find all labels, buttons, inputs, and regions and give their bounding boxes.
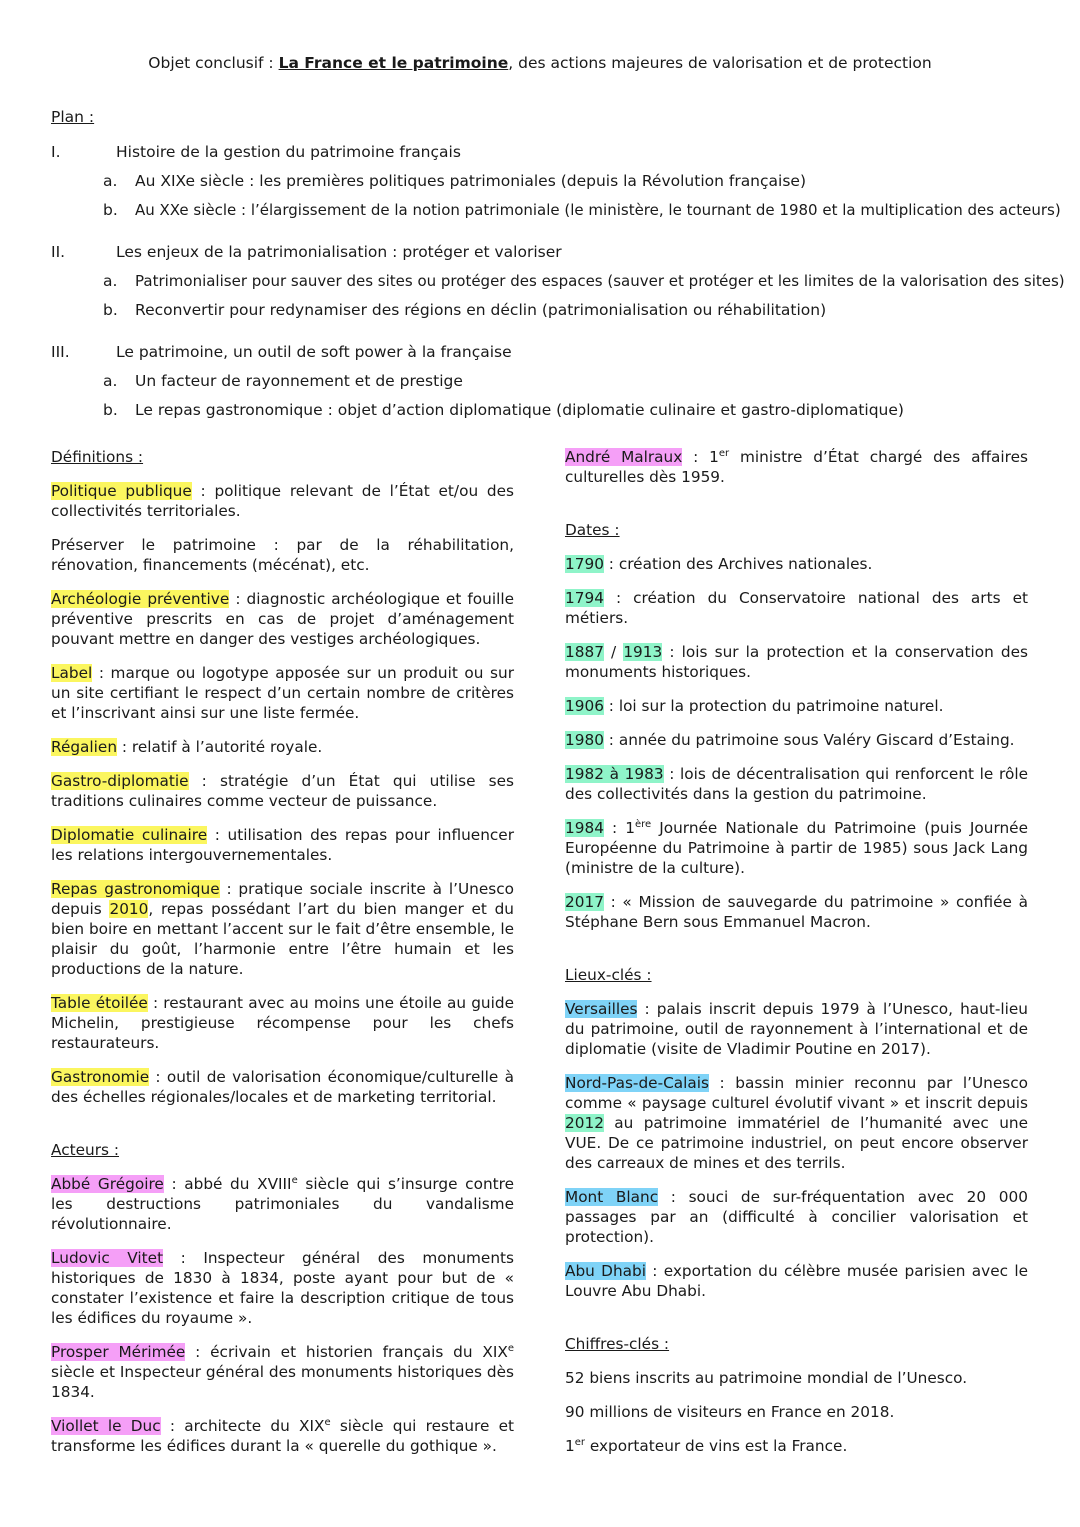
actors-header: Acteurs :: [51, 1141, 119, 1159]
definition-item: Gastronomie : outil de valorisation économique/culturelle à des échelles régionales/locales et de marketing territorial.: [51, 1068, 514, 1106]
date-value: 1906: [565, 697, 604, 715]
date-item: 1982 à 1983 : lois de décentralisation qui renforcent le rôle des collectivités dans la gestion du patrimoine.: [565, 765, 1028, 803]
date-value: 2017: [565, 893, 604, 911]
document-page: Objet conclusif : La France et le patrimoine, des actions majeures de valorisation et de protection Plan : I. Histoire de la gestion du patrimoine français a. Au XIXe siècle : les premières politiques patrimoniales (depuis la Révolution française) b. Au XXe siècle : l’élargissement de la notion patrimoniale (le ministère, le tournant de 1980 et la multiplication des acteurs) II. Les enjeux de la patrimonialisation : protéger et valoriser a. Patrimonialiser pour sauver des sites ou protéger des espaces (sauver et protéger et les limites de la valorisation des sites) b. Reconvertir pour redynamiser des régions en déclin (patrimonialisation ou réhabilitation) III. Le patrimoine, un outil de soft power à la française a. Un facteur de rayonnement et de prestige b. Le repas gastronomique : objet d’action diplomatique (diplomatie culinaire et gastro-diplomatique) Définitions : Politique publique : politique relevant de l’État et/ou des collectivités territoriales. Préserver le patrimoine : par de la réhabilitation, rénovation, financements (mécénat), etc. Archéologie préventive : diagnostic archéologique et fouille préventive prescrits en cas de projet d’aménagement pouvant mettre en danger des vestiges archéologiques. Label : marque ou logotype apposée sur un produit ou sur un site certifiant le respect d’un certain nombre de critères et l’inscrivant ainsi sur une liste fermée. Régalien : relatif à l’autorité royale. Gastro-diplomatie : stratégie d’un État qui utilise ses traditions culinaires comme vecteur de puissance. Diplomatie culinaire : utilisation des repas pour influencer les relations intergouvernementales. Repas gastronomique : pratique sociale inscrite à l’Unesco depuis 2010, repas possédant l’art du bien manger et du bien boire en mettant l’accent sur le fait d’être ensemble, le plaisir du goût, l’harmonie entre l’être humain et les productions de la nature. Table étoilée : restaurant avec au moins une étoile au guide Michelin, prestigieuse récompense pour les chefs restaurateurs. Gastronomie : outil de valorisation économique/culturelle à des échelles régionales/locales et de marketing territorial. Acteurs : Abbé Grégoire : abbé du XVIIIe siècle qui s’insurge contre les destructions patrimoniales du vandalisme révolutionnaire. Ludovic Vitet : Inspecteur général des monuments historiques de 1830 à 1834, poste ayant pour but de « constater l’existence et faire la description critique de tous les édifices du royaume ». Prosper Mérimée : écrivain et historien français du XIXe siècle et Inspecteur général des monuments historiques dès 1834. Viollet le Duc : architecte du XIXe siècle qui restaure et transforme les édifices durant la « querelle du gothique ». André Malraux : 1er ministre d’État chargé des affaires culturelles dès 1959. Dates : 1790 : création des Archives nationales. 1794 : création du Conservatoire national des arts et métiers. 1887 / 1913 : lois sur la protection et la conservation des monuments historiques. 1906 : loi sur la protection du patrimoine naturel. 1980 : année du patrimoine sous Valéry Giscard d’Estaing. 1982 à 1983 : lois de décentralisation qui renforcent le rôle des collectivités dans la gestion du patrimoine. 1984 : 1ère Journée Nationale du Patrimoine (puis Journée Européenne du Patrimoine à partir de 1985) sous Jack Lang (ministre de la culture). 2017 : « Mission de sauvegarde du patrimoine » confiée à Stéphane Bern sous Emmanuel Macron. Lieux-clés : Versailles : palais inscrit depuis 1979 à l’Unesco, haut-lieu du patrimoine, outil de rayonnement à l’international et de diplomatie (visite de Vladimir Poutine en 2017). Nord-Pas-de-Calais : bassin minier reconnu par l’Unesco comme « paysage culturel évolutif vivant » et inscrit depuis 2012 au patrimoine immatériel de l’humanité avec une VUE. De ce patrimoine industriel, on peut encore observer des carreaux de mines et des terrils. Mont Blanc : souci de sur-fréquentation avec 20 000 passages par an (difficulté à concilier valorisation et protection). Abu Dhabi : exportation du célèbre musée parisien avec le Louvre Abu Dhabi. Chiffres-clés : 52 biens inscrits au patrimoine mondial de l’Unesco. 90 millions de visiteurs en France en 2018. 1er exportateur de vins est la France.: [0, 0, 1080, 1527]
actor-item: Abbé Grégoire : abbé du XVIIIe siècle qui s’insurge contre les destructions patrimoniales du vandalisme révolutionnaire.: [51, 1174, 514, 1233]
date-value: 1790: [565, 555, 604, 573]
definition-item: Repas gastronomique : pratique sociale inscrite à l’Unesco depuis 2010, repas possédant l’art du bien manger et du bien boire en mettant l’accent sur le fait d’être ensemble, le plaisir du goût, l’harmonie entre l’être humain et les productions de la nature.: [51, 880, 514, 978]
definition-term: Gastronomie: [51, 1068, 150, 1086]
date-item: 1906 : loi sur la protection du patrimoine naturel.: [565, 697, 944, 715]
definition-item: Diplomatie culinaire : utilisation des repas pour influencer les relations intergouvernementales.: [51, 826, 514, 864]
definition-item: Politique publique : politique relevant de l’État et/ou des collectivités territoriales.: [51, 482, 514, 520]
definition-item: Gastro-diplomatie : stratégie d’un État qui utilise ses traditions culinaires comme vecteur de puissance.: [51, 772, 514, 810]
right-column: [565, 447, 1028, 1456]
definition-item: Label : marque ou logotype apposée sur un produit ou sur un site certifiant le respect d’un certain nombre de critères et l’inscrivant ainsi sur une liste fermée.: [51, 664, 514, 722]
place-item: Mont Blanc : souci de sur-fréquentation avec 20 000 passages par an (difficulté à concilier valorisation et protection).: [565, 1188, 1028, 1246]
definition-term: Repas gastronomique: [51, 880, 220, 898]
place-name: Abu Dhabi: [565, 1262, 646, 1280]
left-column: [51, 447, 514, 1456]
date-item: 1887 / 1913 : lois sur la protection et la conservation des monuments historiques.: [565, 643, 1028, 681]
definition-term: Diplomatie culinaire: [51, 826, 208, 844]
figure-item: 90 millions de visiteurs en France en 2018.: [565, 1403, 895, 1421]
actor-item: Prosper Mérimée : écrivain et historien français du XIXe siècle et Inspecteur général des monuments historiques dès 1834.: [51, 1342, 515, 1401]
date-item: 1794 : création du Conservatoire national des arts et métiers.: [565, 589, 1028, 627]
definition-item: Régalien : relatif à l’autorité royale.: [51, 738, 323, 756]
date-value: 1913: [623, 643, 663, 661]
definition-term: Gastro-diplomatie: [51, 772, 189, 790]
place-item: Versailles : palais inscrit depuis 1979 à l’Unesco, haut-lieu du patrimoine, outil de rayonnement à l’international et de diplomatie (visite de Vladimir Poutine en 2017).: [565, 1000, 1028, 1058]
definition-item: Table étoilée : restaurant avec au moins une étoile au guide Michelin, prestigieuse récompense pour les chefs restaurateurs.: [51, 994, 514, 1052]
date-value: 1984: [565, 819, 604, 837]
actor-item: Ludovic Vitet : Inspecteur général des monuments historiques de 1830 à 1834, poste ayant pour but de « constater l’existence et faire la description critique de tous les édifices du royaume ».: [51, 1249, 514, 1327]
definition-term: Régalien: [51, 738, 118, 756]
definition-term: Archéologie préventive: [51, 590, 230, 608]
figure-item: 52 biens inscrits au patrimoine mondial de l’Unesco.: [565, 1369, 968, 1387]
place-item: Abu Dhabi : exportation du célèbre musée parisien avec le Louvre Abu Dhabi.: [565, 1262, 1028, 1300]
title-bold: La France et le patrimoine: [278, 54, 509, 72]
date-item: 1980 : année du patrimoine sous Valéry Giscard d’Estaing.: [565, 731, 1015, 749]
actor-item: Viollet le Duc : architecte du XIXe siècle qui restaure et transforme les édifices durant la « querelle du gothique ».: [51, 1416, 515, 1455]
date-item: 2017 : « Mission de sauvegarde du patrimoine » confiée à Stéphane Bern sous Emmanuel Macron.: [565, 893, 1028, 931]
dates-header: Dates :: [565, 521, 620, 539]
places-header: Lieux-clés :: [565, 966, 652, 984]
definitions-header: Définitions :: [51, 448, 144, 466]
definition-term: Politique publique: [51, 482, 192, 500]
place-name: Versailles: [565, 1000, 638, 1018]
definition-term: Table étoilée: [51, 994, 148, 1012]
actor-name: Prosper Mérimée: [51, 1343, 186, 1361]
place-name: Mont Blanc: [565, 1188, 659, 1206]
definition-item: Préserver le patrimoine : par de la réhabilitation, rénovation, financements (mécénat), etc.: [51, 536, 514, 574]
plan-label: Plan :: [51, 108, 95, 126]
date-value: 1794: [565, 589, 604, 607]
definition-term: Label: [51, 664, 93, 682]
actor-name: André Malraux: [565, 448, 683, 466]
figure-item: 1er exportateur de vins est la France.: [565, 1436, 848, 1455]
actor-item: André Malraux : 1er ministre d’État chargé des affaires culturelles dès 1959.: [565, 447, 1028, 486]
definition-item: Archéologie préventive : diagnostic archéologique et fouille préventive prescrits en cas de projet d’aménagement pouvant mettre en danger des vestiges archéologiques.: [51, 590, 514, 648]
place-item: Nord-Pas-de-Calais : bassin minier reconnu par l’Unesco comme « paysage culturel évolutif vivant » et inscrit depuis 2012 au patrimoine immatériel de l’humanité avec une VUE. De ce patrimoine industriel, on peut encore observer des carreaux de mines et des terrils.: [565, 1074, 1028, 1172]
page-title: Objet conclusif : La France et le patrimoine, des actions majeures de valorisation et de protection: [148, 54, 932, 72]
date-value: 1887: [565, 643, 604, 661]
actor-name: Viollet le Duc: [51, 1417, 161, 1435]
date-value: 1982 à 1983: [565, 765, 664, 783]
place-name: Nord-Pas-de-Calais: [565, 1074, 709, 1092]
date-item: 1790 : création des Archives nationales.: [565, 555, 873, 573]
actor-name: Abbé Grégoire: [51, 1175, 164, 1193]
figures-header: Chiffres-clés :: [565, 1335, 670, 1353]
date-item: 1984 : 1ère Journée Nationale du Patrimoine (puis Journée Européenne du Patrimoine à partir de 1985) sous Jack Lang (ministre de la culture).: [565, 818, 1028, 877]
date-value: 1980: [565, 731, 604, 749]
actor-name: Ludovic Vitet: [51, 1249, 164, 1267]
